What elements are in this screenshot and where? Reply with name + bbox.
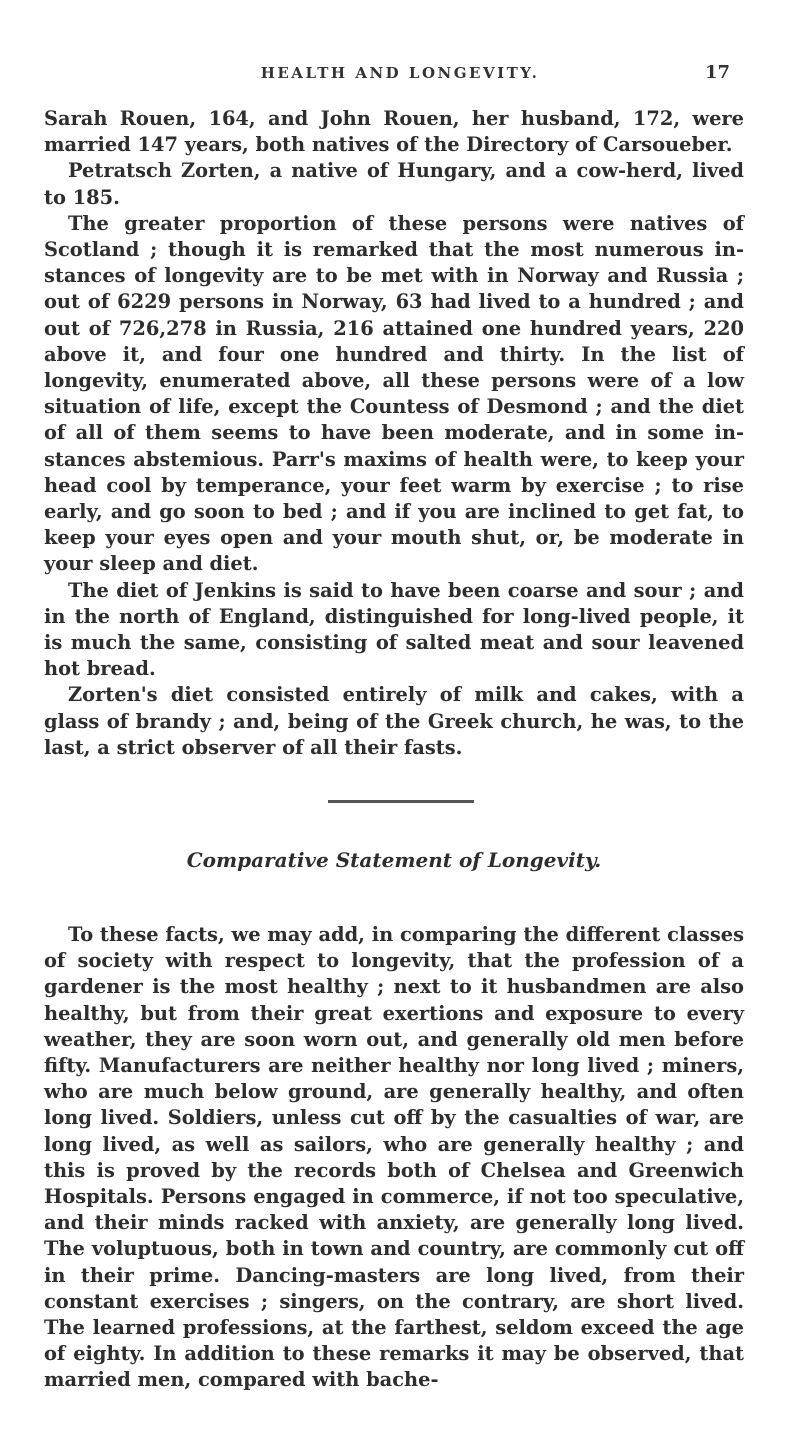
paragraph: The diet of Jenkins is said to have been coarse and sour ; and in the north of England, distinguished for long-lived people, it is much the same, consisting of salted meat and sour leavened hot bread. [44, 578, 744, 681]
page-number: 17 [704, 62, 730, 83]
text-block-after-heading [44, 922, 744, 1394]
section-divider-rule [328, 800, 474, 803]
paragraph: To these facts, we may add, in comparing the different classes of society with respect to longevity, that the profession of a gardener is the most healthy ; next to it husbandmen are also healthy, but from their great exertions and exposure to every weather, they are soon worn out, and generally old men before fifty. Manufacturers are neither healthy nor long lived ; miners, who are much below ground, are generally healthy, and often long lived. Soldiers, unless cut off by the casualties of war, are long lived, as well as sailors, who are generally healthy ; and this is proved by the records both of Chelsea and Greenwich Hospitals. Persons engaged in commerce, if not too speculative, and their minds racked with anxiety, are generally long lived. The voluptuous, both in town and country, are commonly cut off in their prime. Dancing-masters are long lived, from their constant exercises ; singers, on the contrary, are short lived. The learned professions, at the farthest, seldom exceed the age of eighty. In addition to these remarks it may be observed, that married men, compared with bache- [44, 923, 744, 1392]
running-title: HEALTH AND LONGEVITY. [260, 64, 540, 82]
section-heading: Comparative Statement of Longevity. [186, 848, 602, 872]
paragraph: Petratsch Zorten, a native of Hungary, and a cow-herd, lived to 185. [44, 159, 744, 209]
paragraph: The greater proportion of these persons were natives of Scotland ; though it is remarked that the most numerous instances of longevity are to be met with in Norway and Russia ; out of 6229 persons in Norway, 63 had lived to a hundred ; and out of 726,278 in Russia, 216 attained one hundred years, 220 above it, and four one hundred and thirty. In the list of longevity, enumerated above, all these persons were of a low situation of life, except the Countess of Desmond ; and the diet of all of them seems to have been moderate, and in some instances abstemious. Parr's maxims of health were, to keep your head cool by temperance, your feet warm by exercise ; to rise early, and go soon to bed ; and if you are inclined to get fat, to keep your eyes open and your mouth shut, or, be moderate in your sleep and diet. [44, 211, 744, 576]
text-block-before-heading [44, 106, 744, 761]
paragraph: Zorten's diet consisted entirely of milk and cakes, with a glass of brandy ; and, being of the Greek church, he was, to the last, a strict observer of all their fasts. [44, 683, 744, 759]
running-head [40, 64, 760, 88]
paragraph: Sarah Rouen, 164, and John Rouen, her husband, 172, were married 147 years, both natives of the Directory of Carsoueber. [44, 107, 744, 157]
